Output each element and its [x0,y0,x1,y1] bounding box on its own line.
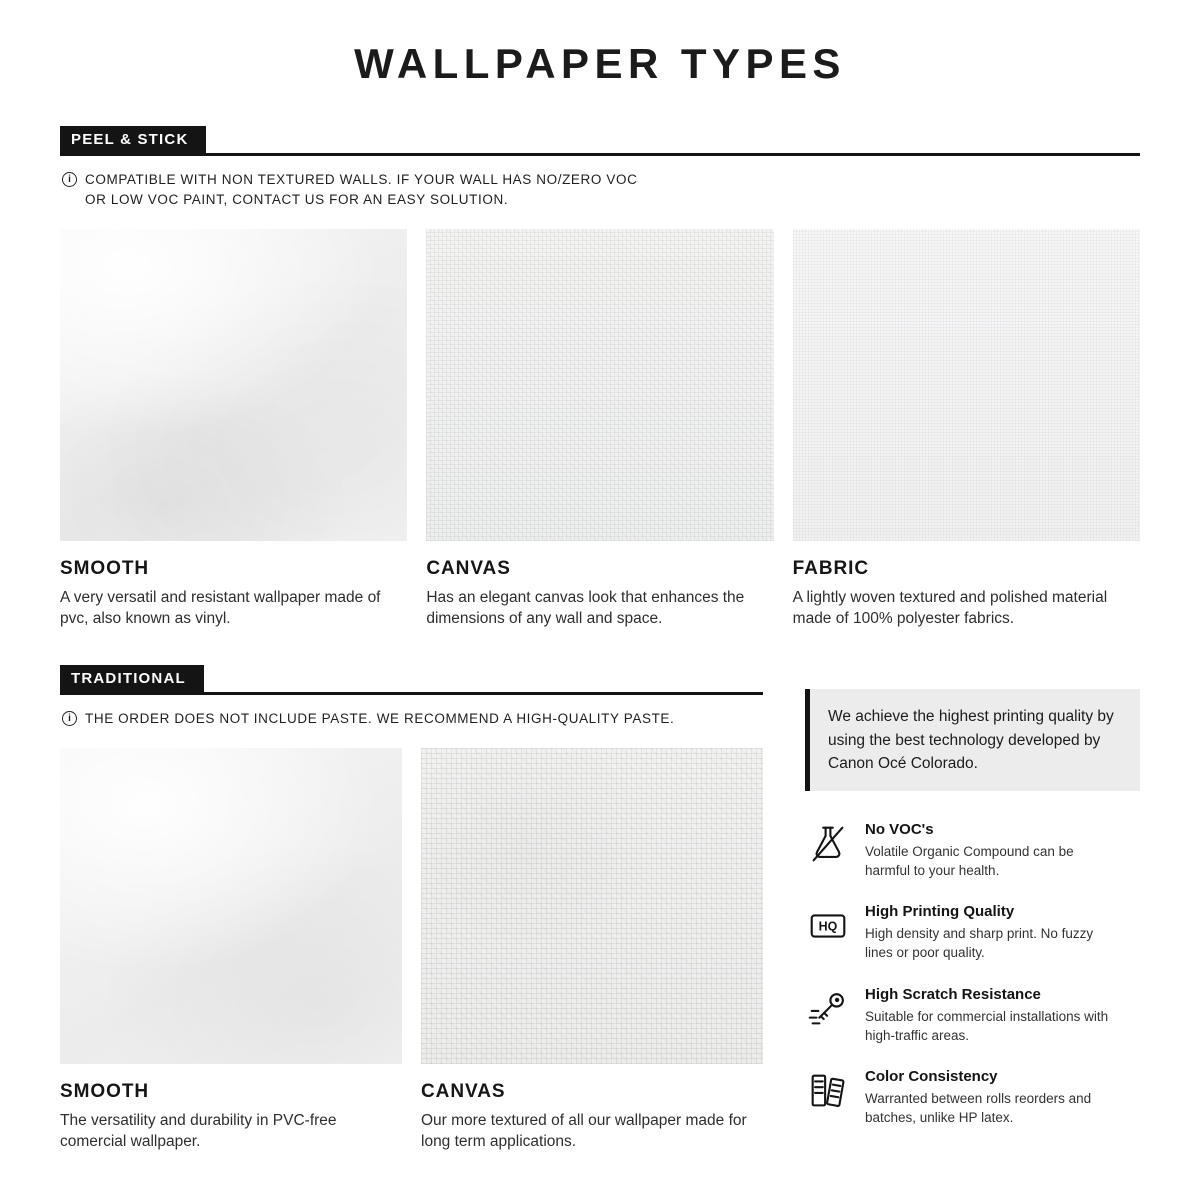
swatch-name: SMOOTH [60,557,150,579]
feature-description: Suitable for commercial installations with high-traffic areas. [865,1008,1109,1043]
section-traditional-header [60,665,763,695]
peel-stick-badge: PEEL & STICK [60,126,206,153]
printing-quality-callout: We achieve the highest printing quality by using the best technology developed by Canon Océ Colorado. [805,689,1140,791]
page-title: WALLPAPER TYPES [354,40,846,87]
canvas-peel-swatch-image [426,229,773,541]
smooth-peel-swatch-image [60,229,407,541]
peel-stick-note [62,170,1140,211]
swatch-card [426,229,773,630]
swatch-card [793,229,1140,630]
no-voc-icon [805,821,851,867]
feature-text [865,821,1115,880]
traditional-note-text: THE ORDER DOES NOT INCLUDE PASTE. WE RECOMMEND A HIGH-QUALITY PASTE. [85,711,675,727]
traditional-badge: TRADITIONAL [60,665,204,692]
scratch-resistance-key-icon [805,986,851,1032]
feature-high-printing-quality [805,903,1140,962]
feature-color-consistency [805,1068,1140,1127]
quality-column [805,665,1140,1152]
swatch-description: The versatility and durability in PVC-free comercial wallpaper. [60,1111,337,1150]
feature-title: High Scratch Resistance [865,985,1041,1003]
feature-title: No VOC's [865,821,934,838]
feature-description: High density and sharp print. No fuzzy lines or poor quality. [865,926,1094,961]
section-peel-stick-header [60,126,1140,156]
swatch-description: Our more textured of all our wallpaper made for long term applications. [421,1111,747,1150]
swatch-description: A lightly woven textured and polished material made of 100% polyester fabrics. [792,588,1108,627]
traditional-section [60,665,763,1152]
feature-title: High Printing Quality [865,903,1015,921]
feature-text [865,1068,1115,1127]
swatch-name: FABRIC [792,557,870,579]
info-icon: i [62,172,77,187]
swatch-card [60,229,407,630]
feature-text [865,986,1115,1045]
feature-description: Warranted between rolls reorders and batches, unlike HP latex. [865,1090,1092,1126]
feature-title: Color Consistency [865,1067,998,1085]
feature-description: Volatile Organic Compound can be harmful to your health. [865,844,1074,879]
canvas-traditional-swatch-image [421,748,763,1064]
swatch-name: CANVAS [421,1080,506,1102]
feature-scratch-resistance [805,986,1140,1045]
peel-stick-swatch-grid [60,229,1140,630]
info-icon: i [62,711,77,726]
traditional-swatch-grid [60,748,763,1153]
swatch-card [60,748,402,1153]
bottom-section [60,665,1140,1152]
swatch-name: CANVAS [426,557,511,579]
swatch-card [421,748,763,1153]
high-quality-icon [805,903,851,949]
feature-text [865,903,1115,962]
svg-text:HQ: HQ [818,919,838,934]
color-swatch-fan-icon [805,1068,851,1114]
feature-no-voc [805,821,1140,880]
peel-stick-note-text: COMPATIBLE WITH NON TEXTURED WALLS. IF YOUR WALL HAS NO/ZERO VOC OR LOW VOC PAINT, CONTACT US FOR AN EASY SOLUTION. [85,172,638,208]
swatch-description: Has an elegant canvas look that enhances the dimensions of any wall and space. [426,588,745,627]
smooth-traditional-swatch-image [60,748,402,1064]
fabric-peel-swatch-image [793,229,1140,541]
traditional-note [62,709,763,729]
swatch-name: SMOOTH [60,1080,150,1102]
swatch-description: A very versatil and resistant wallpaper made of pvc, also known as vinyl. [60,588,381,627]
